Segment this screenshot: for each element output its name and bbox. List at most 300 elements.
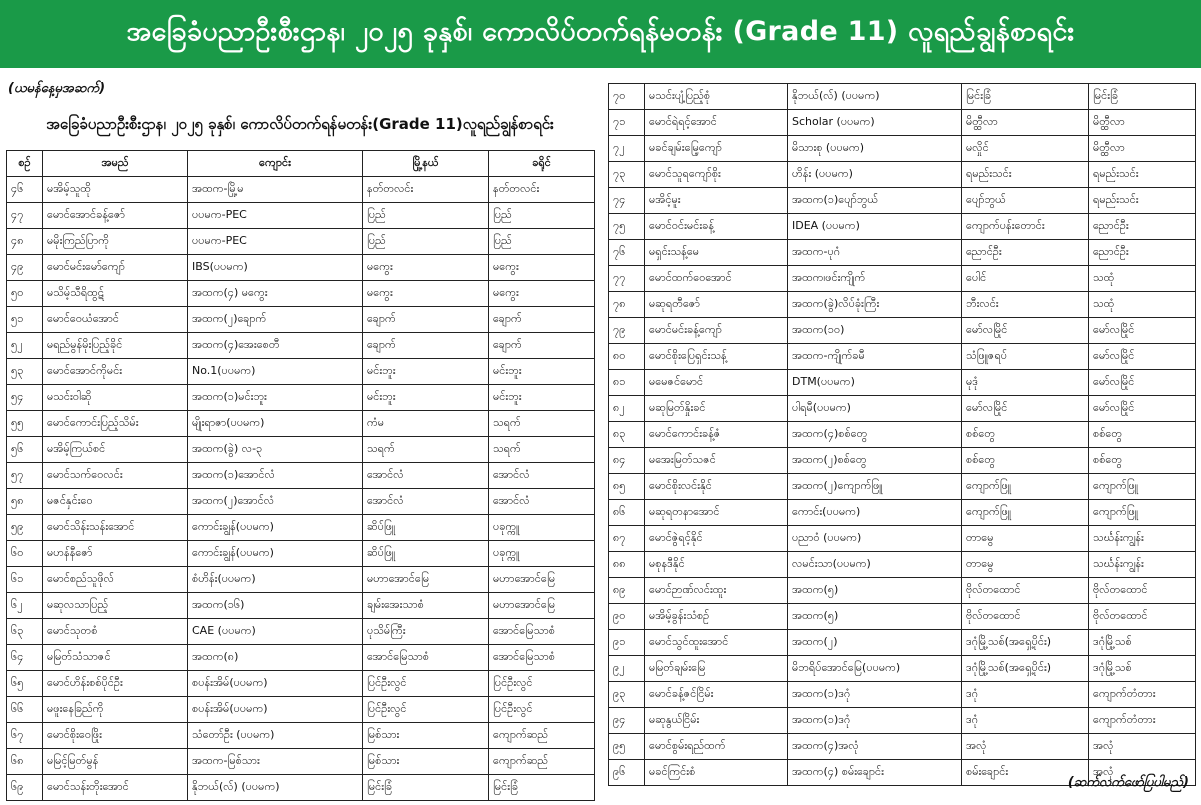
cell-township: နတ်တလင်း <box>363 177 489 203</box>
cell-school: ကောင်းချွန်(ပပမက) <box>188 515 363 541</box>
cell-name: မောင်ဉာဏ်လင်းထူး <box>645 578 788 604</box>
table-header-row <box>7 151 595 177</box>
cell-name: မောင်စိုးပြေရှင်းသန့် <box>645 344 788 370</box>
cell-district: ပြည် <box>489 203 595 229</box>
cell-township: သရက် <box>363 437 489 463</box>
results-table-left <box>6 150 595 801</box>
cell-district: ကျောက်တံတား <box>1089 682 1196 708</box>
cell-name: မရည်မွန်မိုးပြည့်ခိုင် <box>43 333 188 359</box>
cell-township: ကျောက်ပန်းတောင်း <box>962 214 1089 240</box>
cell-no: ၉၄ <box>609 708 645 734</box>
cell-district: ကျောက်ဆည် <box>489 749 595 775</box>
cell-school: မျိုးရာဇာ(ပပမက) <box>188 411 363 437</box>
cell-no: ၈၀ <box>609 344 645 370</box>
cell-district: ရမည်းသင်း <box>1089 188 1196 214</box>
table-row <box>7 749 595 775</box>
table-row <box>609 136 1196 162</box>
cell-district: သရက် <box>489 411 595 437</box>
table-row <box>7 489 595 515</box>
cell-no: ၈၉ <box>609 578 645 604</box>
cell-district: ညောင်ဦး <box>1089 214 1196 240</box>
cell-name: မဆုရတနာအောင် <box>645 500 788 526</box>
table-row <box>609 578 1196 604</box>
table-row <box>609 552 1196 578</box>
cell-township: စစ်တွေ <box>962 422 1089 448</box>
cell-township: အောင်လံ <box>363 489 489 515</box>
cell-township: မြစ်သား <box>363 749 489 775</box>
cell-name: မစုနဒီနိုင် <box>645 552 788 578</box>
cell-name: မောင်မင်းမော်ကျော် <box>43 255 188 281</box>
cell-district: မင်းဘူး <box>489 359 595 385</box>
cell-no: ၆၂ <box>7 593 43 619</box>
cell-school: လမင်းသာ(ပပမက) <box>788 552 962 578</box>
cell-no: ၄၇ <box>7 203 43 229</box>
table-row <box>7 541 595 567</box>
cell-school: အထက(၄)အလုံ <box>788 734 962 760</box>
table-row <box>7 333 595 359</box>
cell-no: ၅၂ <box>7 333 43 359</box>
cell-name: မောင်ခန့်ဇင်ငြိမ်း <box>645 682 788 708</box>
table-row <box>7 723 595 749</box>
cell-school: အထက(၁)ပျော်ဘွယ် <box>788 188 962 214</box>
cell-district: သရက် <box>489 437 595 463</box>
cell-no: ၇၄ <box>609 188 645 214</box>
cell-name: မောင်ကောင်းပြည့်သိမ်း <box>43 411 188 437</box>
cell-district: ကျောက်ဖြူ <box>1089 474 1196 500</box>
table-row <box>7 255 595 281</box>
table-row <box>609 656 1196 682</box>
cell-district: မင်းဘူး <box>489 385 595 411</box>
cell-district: မကွေး <box>489 281 595 307</box>
table-row <box>7 203 595 229</box>
cell-school: IBS(ပပမက) <box>188 255 363 281</box>
cell-township: တာမွေ <box>962 552 1089 578</box>
cell-name: မောင်စိုးဝေဖြိုး <box>43 723 188 749</box>
cell-school: အထက(၁)ဒဂုံ <box>788 682 962 708</box>
table-row <box>609 110 1196 136</box>
cell-name: မသင်းဝါဆို <box>43 385 188 411</box>
cell-school: အထက(၂)ချောက် <box>188 307 363 333</box>
cell-name: မောင်စိုးလင်းနိုင် <box>645 474 788 500</box>
cell-name: မောင်ကောင်းခန့်ဇံ <box>645 422 788 448</box>
cell-township: ကျောက်ဖြူ <box>962 500 1089 526</box>
cell-no: ၉၆ <box>609 760 645 786</box>
cell-school: အထက-ကျိုက်ခမီ <box>788 344 962 370</box>
col-header-district: ခရိုင် <box>489 151 595 177</box>
cell-name: မောင်သန်းတိုးအောင် <box>43 775 188 801</box>
cell-name: မောင်ထက်ဝေအောင် <box>645 266 788 292</box>
cell-township: ပြင်ဦးလွင် <box>363 671 489 697</box>
cell-name: မဆုမြတ်နှိုးခင် <box>645 396 788 422</box>
cell-no: ၅၀ <box>7 281 43 307</box>
table-row <box>7 619 595 645</box>
cell-district: မြင်းခြံ <box>1089 84 1196 110</box>
cell-no: ၉၀ <box>609 604 645 630</box>
cell-township: ပျော်ဘွယ် <box>962 188 1089 214</box>
cell-township: ဒဂုံမြို့သစ်(အရှေ့ပိုင်း) <box>962 630 1089 656</box>
cell-school: အထက(ခွဲ)လိပ်ခုံးကြီး <box>788 292 962 318</box>
cell-no: ၆၃ <box>7 619 43 645</box>
cell-district: အလုံ <box>1089 734 1196 760</box>
table-row <box>609 318 1196 344</box>
cell-name: မဆုလသာပြည့် <box>43 593 188 619</box>
cell-name: မောင်ဟိန်းစစ်ပိုင်ဦး <box>43 671 188 697</box>
cell-no: ၇၅ <box>609 214 645 240</box>
cell-school: နိုဘယ်(လ်) (ပပမက) <box>188 775 363 801</box>
cell-no: ၆၀ <box>7 541 43 567</box>
cell-school: ပညာဝံ (ပပမက) <box>788 526 962 552</box>
cell-name: မအိမ့်ခွန်းသံစဉ် <box>645 604 788 630</box>
cell-school: နိုဘယ်(လ်) (ပပမက) <box>788 84 962 110</box>
cell-school: ကောင်း(ပပမက) <box>788 500 962 526</box>
cell-school: အထက(၅) <box>788 578 962 604</box>
table-row <box>7 411 595 437</box>
table-body-right <box>609 84 1196 786</box>
cell-no: ၉၂ <box>609 656 645 682</box>
table-row <box>609 396 1196 422</box>
cell-township: ကံမ <box>363 411 489 437</box>
cell-name: မောင်သိန်းသန်းအောင် <box>43 515 188 541</box>
table-row <box>609 162 1196 188</box>
cell-district: မကွေး <box>489 255 595 281</box>
cell-district: မြင်းခြံ <box>489 775 595 801</box>
table-row <box>7 229 595 255</box>
cell-district: ကျောက်တံတား <box>1089 708 1196 734</box>
results-table-right <box>608 83 1196 786</box>
cell-district: ညောင်ဦး <box>1089 240 1196 266</box>
cell-township: ဆိပ်ဖြူ <box>363 515 489 541</box>
cell-township: ပြင်ဦးလွင် <box>363 697 489 723</box>
table-row <box>609 708 1196 734</box>
cell-township: အောင်လံ <box>363 463 489 489</box>
cell-township: မုဒုံ <box>962 370 1089 396</box>
cell-district: အောင်လံ <box>489 489 595 515</box>
table-row <box>609 292 1196 318</box>
cell-township: ဒဂုံ <box>962 682 1089 708</box>
cell-school: အထက(၅) <box>788 604 962 630</box>
cell-no: ၉၅ <box>609 734 645 760</box>
cell-school: အထက(၁)မင်းဘူး <box>188 385 363 411</box>
cell-district: ပခုက္ကူ <box>489 541 595 567</box>
cell-district: ဒဂုံမြို့သစ် <box>1089 630 1196 656</box>
cell-name: မအိင့်မူး <box>645 188 788 214</box>
cell-township: သံဖြူဇရပ် <box>962 344 1089 370</box>
cell-school: သံတော်ဦး (ပပမက) <box>188 723 363 749</box>
table-row <box>609 604 1196 630</box>
cell-no: ၈၆ <box>609 500 645 526</box>
cell-school: အထက(၄) မကွေး <box>188 281 363 307</box>
cell-township: ပြည် <box>363 229 489 255</box>
cell-name: မောင်ဝေယံအောင် <box>43 307 188 333</box>
cell-district: ဗိုလ်တထောင် <box>1089 578 1196 604</box>
cell-school: အထက(၂)ကျောက်ဖြူ <box>788 474 962 500</box>
cell-township: ဗိုလ်တထောင် <box>962 578 1089 604</box>
cell-no: ၆၄ <box>7 645 43 671</box>
cell-name: မဖူးနေခြည်ကို <box>43 697 188 723</box>
cell-township: ချမ်းအေးသာစံ <box>363 593 489 619</box>
cell-school: DTM(ပပမက) <box>788 370 962 396</box>
cell-no: ၄၈ <box>7 229 43 255</box>
cell-no: ၄၆ <box>7 177 43 203</box>
cell-school: မိသားစု (ပပမက) <box>788 136 962 162</box>
table-row <box>7 281 595 307</box>
table-row <box>7 567 595 593</box>
cell-no: ၇၁ <box>609 110 645 136</box>
cell-name: မရှင်းသန့်မေ <box>645 240 788 266</box>
cell-no: ၈၁ <box>609 370 645 396</box>
table-row <box>609 500 1196 526</box>
cell-district: မဟာအောင်မြေ <box>489 567 595 593</box>
cell-township: မလှိုင် <box>962 136 1089 162</box>
cell-district: စစ်တွေ <box>1089 422 1196 448</box>
cell-name: မခင်ကြင်းစံ <box>645 760 788 786</box>
cell-school: အထက-မြစ်သား <box>188 749 363 775</box>
table-row <box>609 734 1196 760</box>
table-row <box>609 240 1196 266</box>
cell-school: အထက(၁)အောင်လံ <box>188 463 363 489</box>
cell-no: ၆၉ <box>7 775 43 801</box>
cell-no: ၆၅ <box>7 671 43 697</box>
cell-no: ၇၂ <box>609 136 645 162</box>
table-row <box>7 593 595 619</box>
cell-district: သင်္ဃန်းကျွန်း <box>1089 526 1196 552</box>
cell-district: မော်လမြိုင် <box>1089 344 1196 370</box>
cell-no: ၅၉ <box>7 515 43 541</box>
table-row <box>7 645 595 671</box>
cell-no: ၈၄ <box>609 448 645 474</box>
cell-district: ဗိုလ်တထောင် <box>1089 604 1196 630</box>
cell-district: မော်လမြိုင် <box>1089 396 1196 422</box>
cell-township: မကွေး <box>363 255 489 281</box>
cell-school: ပပမက-PEC <box>188 203 363 229</box>
cell-name: မောင်သွင်ထူးအောင် <box>645 630 788 656</box>
continued-note: (ယမန်နေ့မှအဆက်) <box>8 81 106 96</box>
table-row <box>609 682 1196 708</box>
cell-no: ၅၅ <box>7 411 43 437</box>
cell-township: ပုသိမ်ကြီး <box>363 619 489 645</box>
table-row <box>609 84 1196 110</box>
cell-name: မောင်ရဲရင့်အောင် <box>645 110 788 136</box>
cell-township: ဘီးလင်း <box>962 292 1089 318</box>
cell-name: မမြင့်မြတ်မွန် <box>43 749 188 775</box>
cell-name: မောင်ဇွဲရင့်နိုင် <box>645 526 788 552</box>
cell-name: မောင်သုတစံ <box>43 619 188 645</box>
cell-township: မင်းဘူး <box>363 359 489 385</box>
cell-no: ၇၈ <box>609 292 645 318</box>
cell-district: ကျောက်ဆည် <box>489 723 595 749</box>
cell-name: မောင်အောင်ကိုမင်း <box>43 359 188 385</box>
cell-township: ရမည်းသင်း <box>962 162 1089 188</box>
cell-township: မကွေး <box>363 281 489 307</box>
cell-district: ပြည် <box>489 229 595 255</box>
cell-no: ၈၇ <box>609 526 645 552</box>
cell-township: စစ်တွေ <box>962 448 1089 474</box>
cell-school: အထက(၄)စစ်တွေ <box>788 422 962 448</box>
cell-township: တာမွေ <box>962 526 1089 552</box>
cell-township: မော်လမြိုင် <box>962 318 1089 344</box>
table-row <box>7 697 595 723</box>
cell-name: မောင်စည်သူဖိုလ် <box>43 567 188 593</box>
cell-no: ၈၂ <box>609 396 645 422</box>
cell-township: ပေါင် <box>962 266 1089 292</box>
cell-name: မမိုးကြည်ပြာကို <box>43 229 188 255</box>
cell-township: ဆိပ်ဖြူ <box>363 541 489 567</box>
cell-district: နတ်တလင်း <box>489 177 595 203</box>
table-row <box>609 266 1196 292</box>
cell-township: မြင်းခြံ <box>363 775 489 801</box>
cell-township: မိတ္ထီလာ <box>962 110 1089 136</box>
cell-township: မဟာအောင်မြေ <box>363 567 489 593</box>
cell-no: ၅၆ <box>7 437 43 463</box>
cell-district: သထုံ <box>1089 292 1196 318</box>
cell-township: မြစ်သား <box>363 723 489 749</box>
cell-name: မမြတ်သံသာဇင် <box>43 645 188 671</box>
cell-school: အထက(၄) စမ်းချောင်း <box>788 760 962 786</box>
cell-school: အထက(၁)ဒဂုံ <box>788 708 962 734</box>
col-header-no: စဉ် <box>7 151 43 177</box>
cell-school: Scholar (ပပမက) <box>788 110 962 136</box>
cell-school: စံဟိန်း(ပပမက) <box>188 567 363 593</box>
cell-school: မိဘရိပ်အောင်မြေ(ပပမက) <box>788 656 962 682</box>
cell-school: အထက(၁၆) <box>188 593 363 619</box>
cell-district: အလုံ <box>1089 760 1196 786</box>
cell-district: မော်လမြိုင် <box>1089 318 1196 344</box>
cell-no: ၅၇ <box>7 463 43 489</box>
cell-district: အောင်လံ <box>489 463 595 489</box>
cell-name: မခင်ချမ်းမြေ့ကျော် <box>645 136 788 162</box>
cell-district: အောင်မြေသာစံ <box>489 645 595 671</box>
cell-no: ၅၄ <box>7 385 43 411</box>
cell-township: ညောင်ဦး <box>962 240 1089 266</box>
cell-no: ၈၃ <box>609 422 645 448</box>
table-row <box>609 448 1196 474</box>
cell-district: မိတ္ထီလာ <box>1089 136 1196 162</box>
cell-no: ၆၁ <box>7 567 43 593</box>
cell-township: ဗိုလ်တထောင် <box>962 604 1089 630</box>
cell-district: အောင်မြေသာစံ <box>489 619 595 645</box>
table-row <box>7 515 595 541</box>
cell-no: ၅၈ <box>7 489 43 515</box>
table-row <box>609 422 1196 448</box>
table-row <box>7 463 595 489</box>
cell-school: ကောင်းချွန်(ပပမက) <box>188 541 363 567</box>
table-body-left <box>7 177 595 801</box>
table-row <box>609 188 1196 214</box>
cell-district: မိတ္ထီလာ <box>1089 110 1196 136</box>
table-row <box>609 344 1196 370</box>
cell-township: ချောက် <box>363 307 489 333</box>
cell-school: No.1(ပပမက) <box>188 359 363 385</box>
cell-township: မင်းဘူး <box>363 385 489 411</box>
cell-name: မအိမ့်သူထို <box>43 177 188 203</box>
cell-no: ၇၀ <box>609 84 645 110</box>
table-row <box>609 214 1196 240</box>
list-subtitle: အခြေခံပညာဦးစီးဌာန၊ ၂၀၂၅ ခုနှစ်၊ ကောလိပ်တက်ရန်မတန်း(Grade 11)လူရည်ချွန်စာရင်း <box>46 115 554 133</box>
table-row <box>609 630 1196 656</box>
cell-no: ၇၉ <box>609 318 645 344</box>
cell-no: ၉၃ <box>609 682 645 708</box>
cell-township: မော်လမြိုင် <box>962 396 1089 422</box>
table-row <box>7 385 595 411</box>
col-header-township: မြို့နယ် <box>363 151 489 177</box>
table-row <box>609 474 1196 500</box>
col-header-school: ကျောင်း <box>188 151 363 177</box>
cell-school: CAE (ပပမက) <box>188 619 363 645</box>
cell-school: အထက(၁၀) <box>788 318 962 344</box>
cell-no: ၅၁ <box>7 307 43 333</box>
continued-footer: (ဆက်လက်ဖော်ပြပါမည်) <box>1067 775 1189 790</box>
cell-district: ရမည်းသင်း <box>1089 162 1196 188</box>
cell-name: မောင်သူရကျော်စိုး <box>645 162 788 188</box>
cell-school: အထက(၂) <box>788 630 962 656</box>
cell-township: ဒဂုံ <box>962 708 1089 734</box>
table-row <box>7 775 595 801</box>
cell-district: မော်လမြိုင် <box>1089 370 1196 396</box>
cell-name: မောင်စွမ်းရည်ထက် <box>645 734 788 760</box>
table-row <box>7 307 595 333</box>
cell-name: မဟန်နီဇော် <box>43 541 188 567</box>
cell-school: အထက၊ဖင်းကျိုက် <box>788 266 962 292</box>
cell-township: အလုံ <box>962 734 1089 760</box>
cell-district: မဟာအောင်မြေ <box>489 593 595 619</box>
cell-no: ၉၁ <box>609 630 645 656</box>
banner-title: အခြေခံပညာဦးစီးဌာန၊ ၂၀၂၅ ခုနှစ်၊ ကောလိပ်တက်ရန်မတန်း (Grade 11) လူရည်ချွန်စာရင်း <box>0 0 1201 68</box>
cell-school: အထက(၈) <box>188 645 363 671</box>
cell-name: မအိမ့်ကြယ်စင် <box>43 437 188 463</box>
table-row <box>609 370 1196 396</box>
cell-school: စပန်းအိမ်(ပပမက) <box>188 697 363 723</box>
cell-no: ၄၉ <box>7 255 43 281</box>
cell-district: ဒဂုံမြို့သစ် <box>1089 656 1196 682</box>
cell-township: ကျောက်ဖြူ <box>962 474 1089 500</box>
cell-school: အထက(ခွဲ) လ-၃ <box>188 437 363 463</box>
cell-school: ဟိန်း (ပပမက) <box>788 162 962 188</box>
cell-no: ၈၈ <box>609 552 645 578</box>
table-row <box>7 177 595 203</box>
cell-no: ၆၇ <box>7 723 43 749</box>
cell-township: မြင်းခြံ <box>962 84 1089 110</box>
table-row <box>609 526 1196 552</box>
cell-name: မသိမ့်သီရိထွဋ် <box>43 281 188 307</box>
cell-township: ပြည် <box>363 203 489 229</box>
cell-no: ၆၆ <box>7 697 43 723</box>
col-header-name: အမည် <box>43 151 188 177</box>
cell-district: စစ်တွေ <box>1089 448 1196 474</box>
cell-name: မအေးမြတ်သဇင် <box>645 448 788 474</box>
cell-township: စမ်းချောင်း <box>962 760 1089 786</box>
cell-no: ၇၃ <box>609 162 645 188</box>
cell-no: ၈၅ <box>609 474 645 500</box>
cell-no: ၇၆ <box>609 240 645 266</box>
cell-school: IDEA (ပပမက) <box>788 214 962 240</box>
cell-name: မဇင်နှင်းဝေ <box>43 489 188 515</box>
cell-name: မောင်ဝင်းမင်းခန့် <box>645 214 788 240</box>
table-row <box>7 359 595 385</box>
cell-school: အထက-ပုဂံ <box>788 240 962 266</box>
cell-name: မဆုရတီဇော် <box>645 292 788 318</box>
cell-district: ပြင်ဦးလွင် <box>489 671 595 697</box>
cell-school: အထက(၂)စစ်တွေ <box>788 448 962 474</box>
cell-township: ဒဂုံမြို့သစ်(အရှေ့ပိုင်း) <box>962 656 1089 682</box>
cell-school: စပန်းအိမ်(ပပမက) <box>188 671 363 697</box>
cell-district: ပခုက္ကူ <box>489 515 595 541</box>
cell-district: ကျောက်ဖြူ <box>1089 500 1196 526</box>
cell-district: ပြင်ဦးလွင် <box>489 697 595 723</box>
cell-school: ပပမက-PEC <box>188 229 363 255</box>
cell-district: သထုံ <box>1089 266 1196 292</box>
cell-no: ၅၃ <box>7 359 43 385</box>
cell-township: ချောက် <box>363 333 489 359</box>
